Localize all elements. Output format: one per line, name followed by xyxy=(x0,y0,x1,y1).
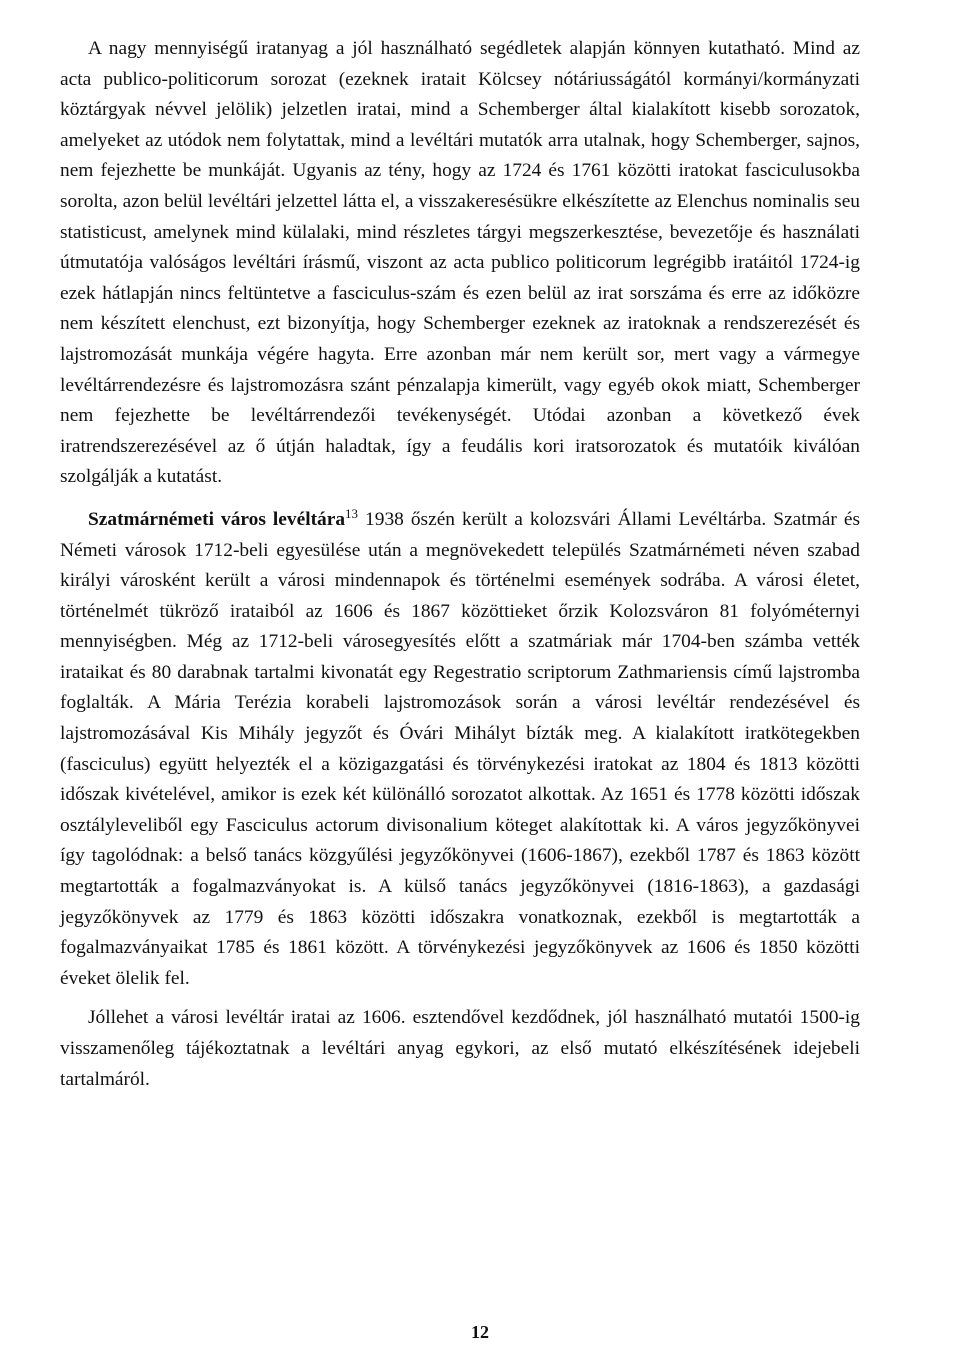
paragraph-kolcsey-archive: A nagy mennyiségű iratanyag a jól használható segédletek alapján könnyen kutatható. Mind az acta publico-politicorum sorozat (ezeknek iratait Kölcsey nótáriusságától kormányi/kormányzati köztárgyak névvel jelölik) jelzetlen iratai, mind a Schemberger által kialakított kisebb sorozatok, amelyeket az utódok nem folytattak, mind a levéltári mutatók arra utalnak, hogy Schemberger, sajnos, nem fejezhette be munkáját. Ugyanis az tény, hogy az 1724 és 1761 közötti iratokat fasciculusokba sorolta, azon belül levéltári jelzettel látta el, a visszakeresésükre elkészítette az Elenchus nominalis seu statisticust, amelynek mind külalaki, mind részletes tárgyi megszerkesztése, bevezetője és használati útmutatója valóságos levéltári írásmű, viszont az acta publico politicorum legrégibb iratáitól 1724-ig ezek hátlapján nincs feltüntetve a fasciculus-szám és ezen belül az irat sorszáma és erre az időközre nem készített elenchust, ezt bizonyítja, hogy Schemberger ezeknek az iratoknak a rendszerezését és lajstromozását munkája végére hagyta. Erre azonban már nem került sor, mert vagy a vármegye levéltárrendezésre és lajstromozásra szánt pénzalapja kimerült, vagy egyéb okok miatt, Schemberger nem fejezhette be levéltárrendezői tevékenységét. Utódai azonban a következő évek iratrendszerezésével az ő útján haladtak, így a feudális kori iratsorozatok és mutatóik kiválóan szolgálják a kutatást. xyxy=(60,38,860,488)
paragraph-szatmarnemeti xyxy=(60,505,860,995)
paragraph-text: 1938 őszén került a kolozsvári Állami Levéltárba. Szatmár és Németi városok 1712-beli egyesülése után a megnövekedett település Szatmárnémeti néven szabad királyi városként került a városi mindennapok és történelmi események sodrába. A városi életet, történelmét tükröző irataiból az 1606 és 1867 közöttieket őrzik Kolozsváron 81 folyóméternyi mennyiségben. Még az 1712-beli városegyesítés előtt a szatmáriak már 1704-ben számba vették irataikat és 80 darabnak tartalmi kivonatát egy Regestratio scriptorum Zathmariensis című lajstromba foglalták. A Mária Terézia korabeli lajstromozások során a városi levéltár rendezésével és lajstromozásával Kis Mihály jegyzőt és Óvári Mihályt bízták meg. A kialakított iratkötegekben (fasciculus) együtt helyezték el a közigazgatási és törvénykezési iratokat az 1804 és 1813 közötti időszak kivételével, amikor is ezek két különálló sorozatot alkottak. Az 1651 és 1778 közötti időszak osztályleveliből egy Fasciculus actorum divisonalium köteget alakítottak ki. A város jegyzőkönyvei így tagolódnak: a belső tanács közgyűlési jegyzőkönyvei (1606-1867), ezekből 1787 és 1863 között megtartották a fogalmazványokat is. A külső tanács jegyzőkönyvei (1816-1863), a gazdasági jegyzőkönyvek az 1779 és 1863 közötti időszakra vonatkoznak, ezekből is megtartották a fogalmazványaikat 1785 és 1861 között. A törvénykezési jegyzőkönyvek az 1606 és 1850 közötti éveket ölelik fel. xyxy=(60,508,860,989)
section-heading: Szatmárnémeti város levéltára xyxy=(88,508,346,530)
footnote-marker[interactable]: 13 xyxy=(345,505,359,521)
page-body xyxy=(60,34,860,1095)
page-number: 12 xyxy=(471,1322,489,1342)
paragraph-city-archive-indexes: Jóllehet a városi levéltár iratai az 1606. esztendővel kezdődnek, jól használható mutatói 1500-ig visszamenőleg tájékoztatnak a levéltári anyag egykori, az első mutató elkészítésének idejebeli tartalmáról. xyxy=(60,1007,860,1090)
